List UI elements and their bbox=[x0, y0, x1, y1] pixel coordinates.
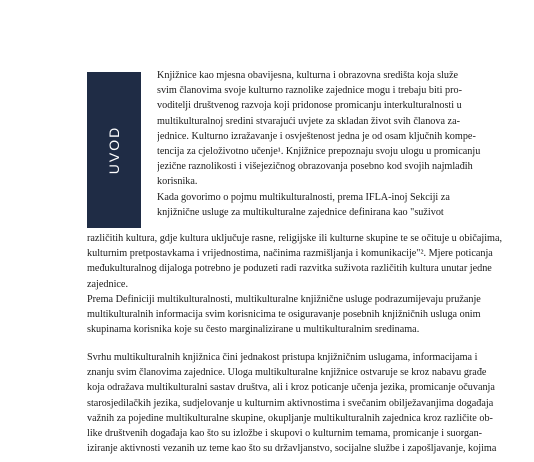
text-line: like društvenih događaja kao što su izložbe i skupovi o kulturnim temama, promicanje i suorgan- bbox=[87, 428, 483, 440]
text-line: kulturnim pretpostavkama i vrijednostima, načinima razmišljanja i komunikacije"². Mjere poticanja bbox=[87, 248, 493, 260]
text-line: Knjižnice kao mjesna obavijesna, kulturna i obrazovna središta koja služe bbox=[157, 70, 458, 81]
text-line: multikulturalnoj sredini stvarajući uvjete za skladan život svih članova za- bbox=[157, 115, 460, 127]
text-line: svim članovima svoje kulturno raznolike zajednice mogu i trebaju biti pro- bbox=[157, 85, 462, 97]
section-label-box bbox=[87, 72, 141, 228]
text-line: knjižnične usluge za multikulturalne zajednice definirana kao "suživot bbox=[157, 206, 444, 218]
text-line: Svrhu multikulturalnih knjižnica čini jednakost pristupa knjižničnim uslugama, informacijama i bbox=[87, 352, 478, 363]
intro-paragraph-3 bbox=[87, 350, 520, 456]
text-line: multikulturalnih informacija svim korisnicima te osiguravanje posebnih knjižničnih usluga onim bbox=[87, 309, 481, 321]
text-line: međukulturalnog dijaloga potrebno je poduzeti radi razvitka suživota različitih kultura unutar jedne bbox=[87, 263, 492, 275]
intro-paragraph-2 bbox=[87, 231, 520, 337]
text-line: Kada govorimo o pojmu multikulturalnosti, prema IFLA-inoj Sekciji za bbox=[157, 191, 450, 203]
text-line: tencija za cjeloživotno učenje¹. Knjižnice prepoznaju svoju ulogu u promicanju bbox=[157, 146, 481, 158]
text-line: jednice. Kulturno izražavanje i osvještenost jedna je od osam ključnih kompe- bbox=[157, 130, 476, 142]
text-line: Prema Definiciji multikulturalnosti, multikulturalne knjižnične usluge podrazumijevaju pružanje bbox=[87, 293, 481, 305]
text-line: iziranje aktivnosti vezanih uz teme kao što su državljanstvo, socijalne službe i zapošljavanje, kojima bbox=[87, 443, 497, 455]
text-line: koja odražava multikulturalni sastav društva, ali i kroz poticanje učenja jezika, promicanje očuvanja bbox=[87, 382, 495, 394]
text-line: starosjedilačkih jezika, sudjelovanje u kulturnim aktivnostima i svečanim obilježavanjima događaja bbox=[87, 397, 494, 409]
intro-paragraph-1 bbox=[157, 68, 520, 220]
section-label: UVOD bbox=[106, 125, 122, 175]
text-line: različitih kultura, gdje kultura uključuje rasne, religijske ili kulturne skupine te se očituje u običajima, bbox=[87, 233, 503, 244]
text-line: jezične raznolikosti i višejezičnog obrazovanja posebno kod svojih najmlađih bbox=[157, 161, 473, 173]
text-line: važnih za pojedine multikulturalne skupine, okupljanje multikulturalnih zajednica kroz različite ob- bbox=[87, 412, 493, 424]
text-line: skupinama korisnika koje su često marginalizirane u multikulturalnim sredinama. bbox=[87, 324, 420, 336]
text-line: zajednice. bbox=[87, 278, 129, 290]
text-line: voditelji društvenog razvoja koji pridonose promicanju interkulturalnosti u bbox=[157, 100, 462, 112]
text-line: znanju svim članovima zajednice. Uloga multikulturalne knjižnice ostvaruje se kroz nabavu građe bbox=[87, 367, 487, 379]
text-line: korisnika. bbox=[157, 176, 198, 188]
